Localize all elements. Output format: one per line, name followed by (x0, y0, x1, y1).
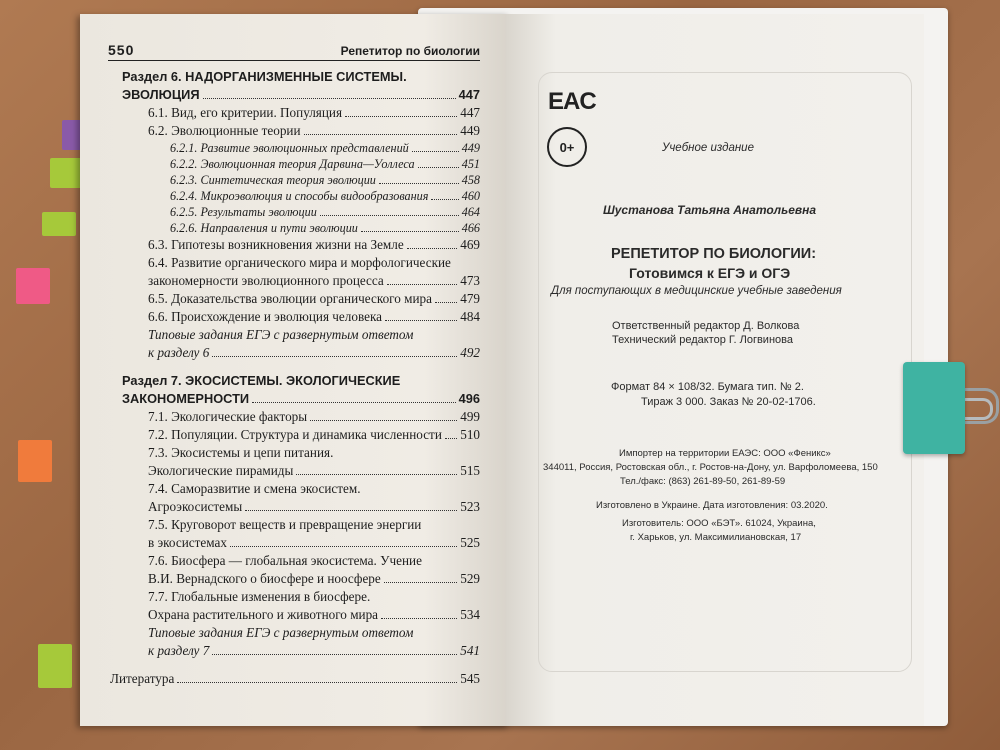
toc-entry (108, 157, 480, 171)
toc-entry (108, 345, 480, 360)
toc-entry (108, 671, 480, 686)
sticky-tab-orange-2 (18, 440, 52, 482)
toc-entry-page: 529 (460, 571, 480, 586)
table-of-contents (108, 42, 480, 689)
eac-mark: EAC (548, 88, 596, 115)
toc-entry (108, 463, 480, 478)
toc-entry (108, 87, 480, 102)
toc-entry-title: 6.1. Вид, его критерии. Популяция (148, 105, 343, 120)
sticky-tab-green-2 (42, 212, 76, 236)
toc-entry-title: Агроэкосистемы (148, 499, 243, 514)
toc-entry-title: 6.5. Доказательства эволюции органического мира (148, 291, 432, 306)
phone-line: Тел./факс: (863) 261-89-50, 261-89-59 (620, 476, 786, 487)
toc-entry (108, 535, 480, 550)
toc-entry-title: Охрана растительного и животного мира (148, 607, 379, 622)
toc-entry (108, 499, 480, 514)
toc-entry (108, 643, 480, 658)
toc-entry (108, 273, 480, 288)
toc-entry (108, 105, 480, 120)
age-rating-badge: 0+ (547, 127, 587, 167)
toc-entry-title: закономерности эволюционного процесса (148, 273, 384, 288)
sticky-tab-pink (16, 268, 50, 304)
toc-entry-page: 496 (458, 391, 480, 406)
toc-entry (108, 205, 480, 219)
toc-leader-dots (177, 682, 457, 683)
toc-leader-dots (435, 302, 457, 303)
toc-entry-page: 447 (458, 87, 480, 102)
toc-entry (108, 517, 480, 532)
toc-entry-page: 541 (460, 643, 480, 658)
toc-entry (108, 255, 480, 270)
made-in-line: Изготовлено в Украине. Дата изготовления: 03.2020. (596, 500, 828, 511)
toc-entry (108, 327, 480, 342)
toc-entry-title: 6.2.3. Синтетическая теория эволюции (170, 173, 376, 187)
toc-entry-title: к разделу 7 (148, 643, 210, 658)
toc-entry-title: 7.2. Популяции. Структура и динамика численности (148, 427, 442, 442)
toc-entry (108, 309, 480, 324)
toc-leader-dots (361, 231, 459, 232)
toc-entry (108, 141, 480, 155)
toc-entry-title: Типовые задания ЕГЭ с развернутым ответом (148, 625, 414, 640)
toc-leader-dots (445, 438, 457, 439)
toc-entry-title: 6.2.4. Микроэволюция и способы видообразования (170, 189, 429, 203)
importer-line: Импортер на территории ЕАЭС: ООО «Феникс» (619, 448, 831, 459)
address-line: 344011, Россия, Ростовская обл., г. Ростов-на-Дону, ул. Варфоломеева, 150 (543, 462, 878, 473)
toc-entry-page: 484 (460, 309, 480, 324)
toc-entry-title: Раздел 7. ЭКОСИСТЕМЫ. ЭКОЛОГИЧЕСКИЕ (122, 373, 401, 388)
toc-entry-page: 466 (461, 221, 480, 235)
toc-entry (108, 69, 480, 84)
toc-leader-dots (379, 183, 459, 184)
toc-entry-title: 6.3. Гипотезы возникновения жизни на Земле (148, 237, 404, 252)
print-run-line: Тираж 3 000. Заказ № 20-02-1706. (641, 396, 816, 408)
toc-entry-page: 469 (460, 237, 480, 252)
toc-entry (108, 221, 480, 235)
toc-entry (108, 445, 480, 460)
toc-entry-page: 499 (460, 409, 480, 424)
toc-leader-dots (212, 654, 457, 655)
toc-entry-title: 6.2.1. Развитие эволюционных представлений (170, 141, 409, 155)
format-line: Формат 84 × 108/32. Бумага тип. № 2. (611, 381, 804, 393)
toc-entry-page: 510 (460, 427, 480, 442)
toc-entry (108, 553, 480, 568)
toc-leader-dots (296, 474, 457, 475)
toc-leader-dots (384, 582, 457, 583)
toc-entry-page: 464 (461, 205, 480, 219)
toc-entry-page: 523 (460, 499, 480, 514)
toc-entry-title: ЭВОЛЮЦИЯ (122, 87, 200, 102)
sticky-tab-green-1 (50, 158, 84, 188)
book-subtitle: Готовимся к ЕГЭ и ОГЭ (629, 265, 791, 281)
toc-entry-title: 7.7. Глобальные изменения в биосфере. (148, 589, 371, 604)
editor-line: Ответственный редактор Д. Волкова (612, 320, 800, 332)
toc-leader-dots (412, 151, 459, 152)
toc-entry-page: 492 (460, 345, 480, 360)
toc-entry-title: 7.4. Саморазвитие и смена экосистем. (148, 481, 361, 496)
toc-entry-title: Типовые задания ЕГЭ с развернутым ответом (148, 327, 414, 342)
binder-clip (903, 362, 965, 454)
toc-gap (108, 661, 480, 671)
toc-entry-title: 7.6. Биосфера — глобальная экосистема. Учение (148, 553, 422, 568)
toc-entry-page: 451 (461, 157, 480, 171)
toc-leader-dots (385, 320, 457, 321)
toc-entry (108, 589, 480, 604)
toc-entry-title: 6.2.6. Направления и пути эволюции (170, 221, 358, 235)
toc-entry-title: ЗАКОНОМЕРНОСТИ (122, 391, 250, 406)
toc-entry (108, 607, 480, 622)
toc-entry-page: 449 (461, 141, 480, 155)
toc-entry (108, 481, 480, 496)
toc-entry-title: в экосистемах (148, 535, 227, 550)
toc-entry-title: Экологические пирамиды (148, 463, 294, 478)
toc-entry-title: 6.2. Эволюционные теории (148, 123, 301, 138)
toc-entry-title: 7.3. Экосистемы и цепи питания. (148, 445, 334, 460)
toc-entry-title: 6.2.5. Результаты эволюции (170, 205, 317, 219)
toc-leader-dots (387, 284, 457, 285)
toc-gap (108, 363, 480, 373)
toc-entry (108, 173, 480, 187)
toc-entry-page: 458 (461, 173, 480, 187)
sticky-tab-green-3 (38, 644, 72, 688)
toc-entry-page: 460 (461, 189, 480, 203)
toc-entry (108, 409, 480, 424)
toc-entry (108, 391, 480, 406)
toc-leader-dots (310, 420, 457, 421)
toc-leader-dots (245, 510, 457, 511)
toc-entry-page: 449 (460, 123, 480, 138)
toc-leader-dots (230, 546, 457, 547)
toc-entry-title: 7.5. Круговорот веществ и превращение энергии (148, 517, 422, 532)
manufacturer-line: Изготовитель: ООО «БЭТ». 61024, Украина, (622, 518, 816, 529)
toc-leader-dots (381, 618, 457, 619)
tech-editor-line: Технический редактор Г. Логвинова (612, 334, 793, 346)
toc-leader-dots (345, 116, 457, 117)
toc-entry-page: 473 (460, 273, 480, 288)
toc-entry (108, 373, 480, 388)
toc-entry (108, 291, 480, 306)
toc-leader-dots (320, 215, 459, 216)
toc-leader-dots (203, 98, 456, 99)
toc-leader-dots (407, 248, 458, 249)
toc-leader-dots (252, 402, 456, 403)
toc-entry (108, 123, 480, 138)
toc-entry-title: В.И. Вернадского о биосфере и ноосфере (148, 571, 381, 586)
toc-entry (108, 571, 480, 586)
toc-entry-title: 6.4. Развитие органического мира и морфологические (148, 255, 451, 270)
manufacturer-address-line: г. Харьков, ул. Максимилиановская, 17 (630, 532, 802, 543)
toc-entry-title: Раздел 6. НАДОРГАНИЗМЕННЫЕ СИСТЕМЫ. (122, 69, 407, 84)
toc-entry-title: 7.1. Экологические факторы (148, 409, 308, 424)
toc-entry (108, 427, 480, 442)
edition-type: Учебное издание (662, 142, 754, 154)
toc-list (108, 69, 480, 686)
page-number: 550 (108, 42, 135, 58)
toc-entry-page: 545 (460, 671, 480, 686)
toc-entry-title: 6.6. Происхождение и эволюция человека (148, 309, 383, 324)
audience-line: Для поступающих в медицинские учебные заведения (551, 285, 842, 297)
toc-entry (108, 625, 480, 640)
toc-entry-title: Литература (110, 671, 175, 686)
book-title: РЕПЕТИТОР ПО БИОЛОГИИ: (611, 246, 817, 262)
toc-entry-page: 534 (460, 607, 480, 622)
toc-leader-dots (212, 356, 457, 357)
imprint-frame (538, 72, 912, 672)
running-title: Репетитор по биологии (340, 44, 480, 58)
toc-entry-page: 447 (460, 105, 480, 120)
toc-leader-dots (418, 167, 459, 168)
toc-entry-page: 525 (460, 535, 480, 550)
toc-entry-title: к разделу 6 (148, 345, 210, 360)
toc-entry-page: 479 (460, 291, 480, 306)
author-name: Шустанова Татьяна Анатольевна (603, 203, 817, 217)
page-header (108, 42, 480, 61)
toc-entry-page: 515 (460, 463, 480, 478)
toc-leader-dots (304, 134, 458, 135)
toc-leader-dots (431, 199, 458, 200)
toc-entry (108, 237, 480, 252)
toc-entry (108, 189, 480, 203)
toc-entry-title: 6.2.2. Эволюционная теория Дарвина—Уоллеса (170, 157, 415, 171)
